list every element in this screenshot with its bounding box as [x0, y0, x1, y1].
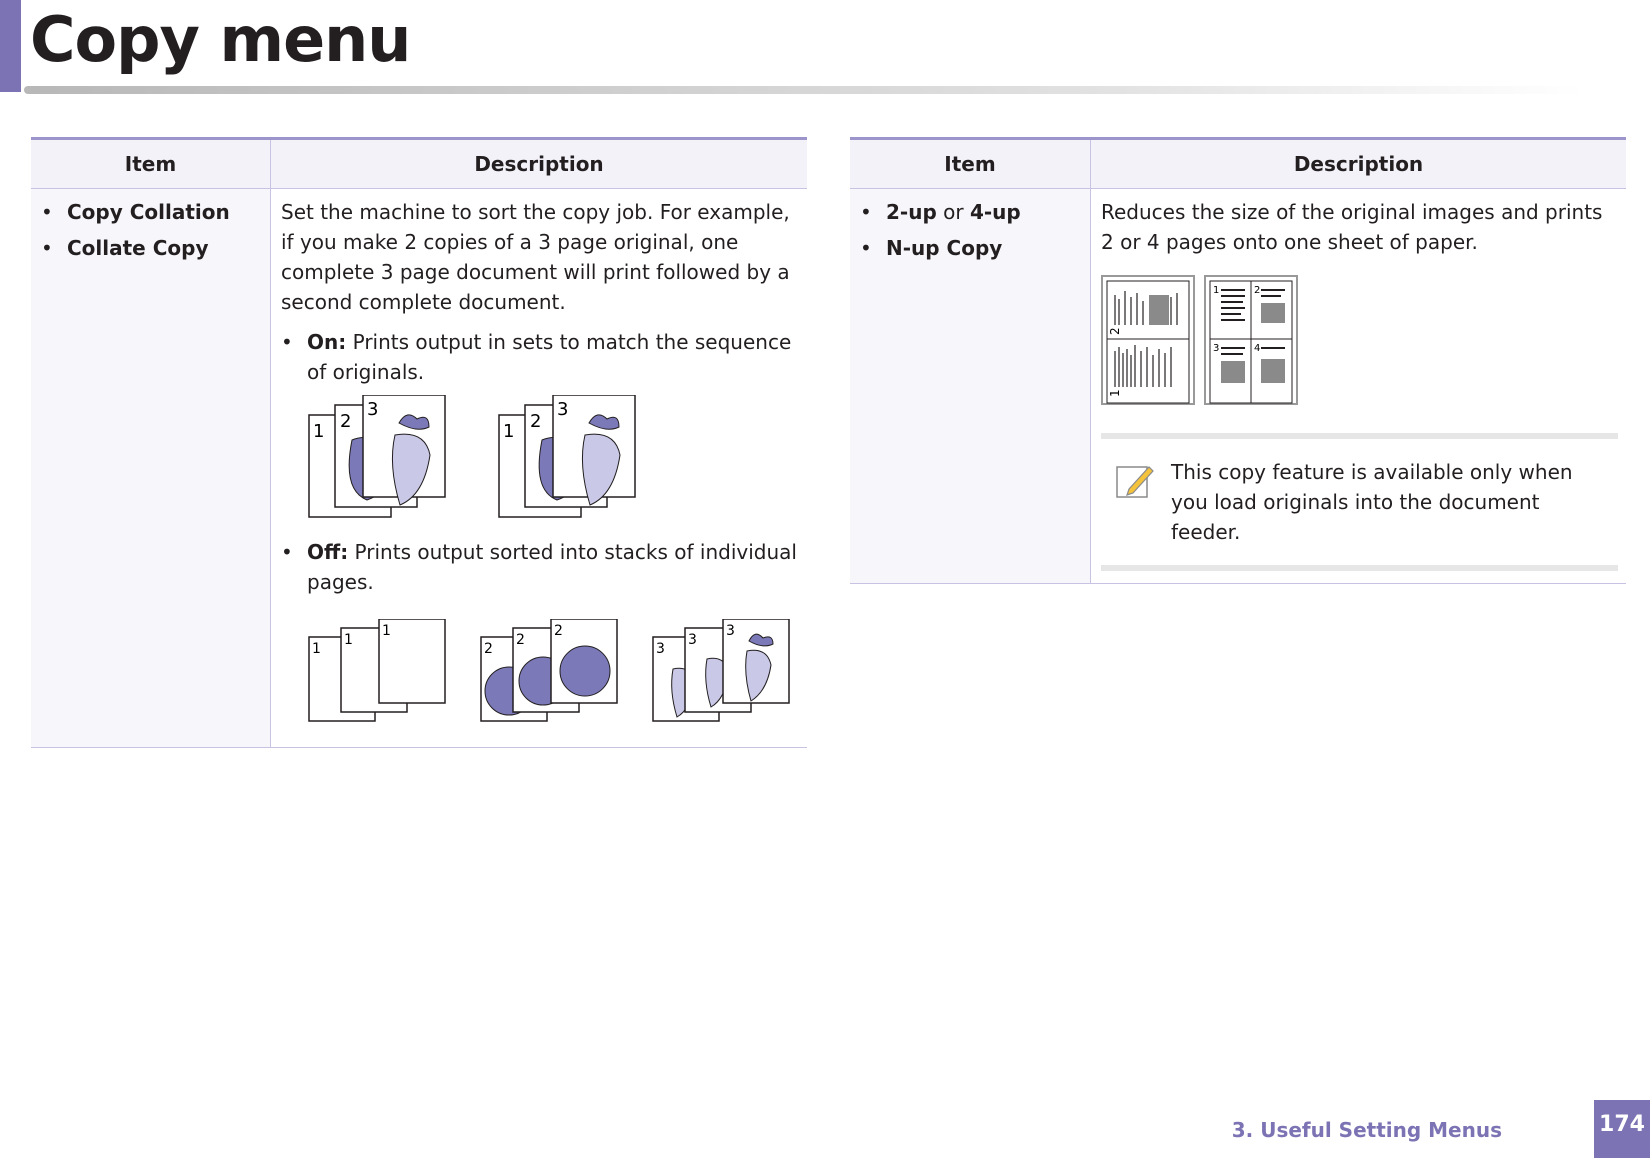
- title-accent-bar: [0, 0, 21, 92]
- svg-text:2: 2: [516, 632, 525, 648]
- description-column-header: Description: [271, 139, 808, 189]
- option-on: [281, 327, 797, 527]
- svg-text:3: 3: [688, 632, 697, 648]
- item-cell: [31, 189, 271, 748]
- item-label-4up: 4-up: [969, 200, 1021, 224]
- item-connector: or: [936, 200, 970, 224]
- svg-text:4: 4: [1254, 343, 1261, 354]
- collated-illustration: [307, 395, 797, 527]
- table-header-row: [31, 139, 807, 189]
- svg-text:2: 2: [530, 411, 542, 432]
- option-list: [281, 327, 797, 731]
- description-cell: [1091, 189, 1627, 584]
- item-label-2up: 2-up: [886, 200, 937, 224]
- svg-text:1: 1: [1213, 285, 1220, 296]
- svg-text:1: 1: [503, 421, 515, 442]
- uncollated-illustration: [307, 619, 797, 731]
- description-cell: [271, 189, 808, 748]
- svg-text:3: 3: [367, 399, 379, 420]
- list-item: • N-up Copy: [860, 233, 1080, 263]
- svg-text:3: 3: [1213, 343, 1220, 354]
- page-number: 174: [1594, 1100, 1650, 1158]
- option-label: On:: [307, 330, 347, 354]
- description-column-header: Description: [1091, 139, 1627, 189]
- right-spec-table: [850, 137, 1626, 584]
- svg-text:2: 2: [340, 411, 352, 432]
- option-off: [281, 537, 797, 731]
- item-list: [41, 197, 260, 263]
- item-column-header: Item: [850, 139, 1091, 189]
- svg-text:1: 1: [313, 421, 325, 442]
- svg-text:1: 1: [1108, 389, 1122, 397]
- note-box: [1101, 433, 1618, 571]
- svg-text:2: 2: [554, 623, 563, 639]
- svg-text:3: 3: [726, 623, 735, 639]
- left-spec-table: [31, 137, 807, 748]
- item-cell: [850, 189, 1091, 584]
- note-text: This copy feature is available only when you load originals into the document feeder.: [1171, 460, 1573, 544]
- footer-section-title: 3. Useful Setting Menus: [1231, 1118, 1502, 1142]
- svg-text:2: 2: [1254, 285, 1261, 296]
- nup-illustration: [1101, 275, 1618, 415]
- svg-text:2: 2: [484, 641, 493, 657]
- list-item: [860, 197, 1080, 227]
- svg-text:3: 3: [557, 399, 569, 420]
- title-divider: [24, 86, 1584, 94]
- description-text: Set the machine to sort the copy job. For example, if you make 2 copies of a 3 page original, one complete 3 page document will print followed by a second complete document.: [281, 200, 790, 314]
- list-item: • Collate Copy: [41, 233, 260, 263]
- note-pencil-icon: [1115, 461, 1155, 509]
- svg-text:2: 2: [1108, 327, 1122, 335]
- option-label: Off:: [307, 540, 349, 564]
- svg-text:3: 3: [656, 641, 665, 657]
- option-text: Prints output in sets to match the sequence of originals.: [307, 330, 792, 384]
- table-row: [850, 189, 1626, 584]
- item-list: [860, 197, 1080, 263]
- svg-text:1: 1: [344, 632, 353, 648]
- description-text: Reduces the size of the original images and prints 2 or 4 pages onto one sheet of paper.: [1101, 200, 1603, 254]
- item-column-header: Item: [31, 139, 271, 189]
- svg-text:1: 1: [382, 623, 391, 639]
- table-row: [31, 189, 807, 748]
- option-text: Prints output sorted into stacks of individual pages.: [307, 540, 797, 594]
- table-header-row: [850, 139, 1626, 189]
- page-title: Copy menu: [30, 3, 411, 76]
- list-item: • Copy Collation: [41, 197, 260, 227]
- svg-text:1: 1: [312, 641, 321, 657]
